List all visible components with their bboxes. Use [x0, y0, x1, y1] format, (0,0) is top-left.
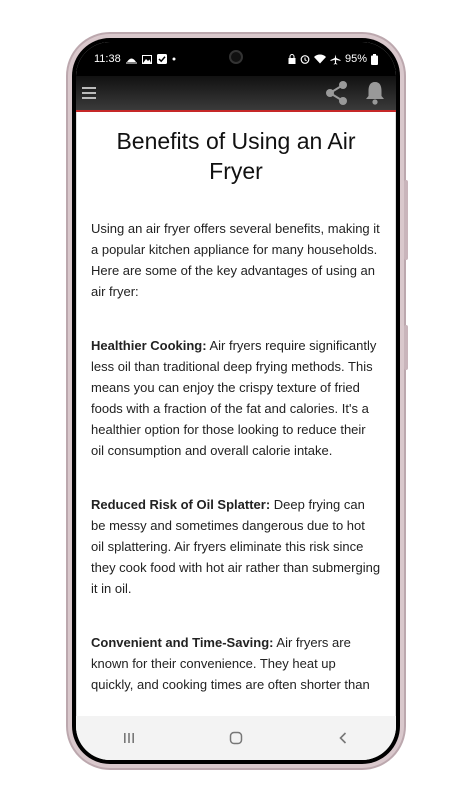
volume-button [404, 180, 408, 260]
dot-icon [172, 57, 176, 61]
share-icon[interactable] [324, 80, 350, 106]
home-icon[interactable] [229, 731, 243, 745]
section-text: Air fryers require significantly less oil than traditional deep frying methods. This means you can enjoy the crispy texture of fried foods with a fraction of the fat and calories. It's a healthier option for those looking to reduce their oil consumption and overall calorie intake. [91, 338, 377, 458]
article-title: Benefits of Using an Air Fryer [116, 128, 356, 184]
power-button [404, 325, 408, 370]
airplane-icon [330, 54, 341, 65]
gallery-icon [142, 55, 152, 64]
app-actions [324, 80, 390, 106]
lock-icon [288, 54, 296, 64]
alarm-icon [300, 54, 310, 64]
status-time: 11:38 [94, 53, 121, 65]
section-heading: Reduced Risk of Oil Splatter: [91, 497, 271, 512]
status-bar [76, 42, 396, 76]
front-camera [229, 50, 243, 64]
back-icon[interactable] [336, 731, 350, 745]
battery-percent: 95% [344, 53, 367, 65]
menu-icon[interactable] [82, 87, 96, 99]
bell-icon[interactable] [364, 80, 386, 106]
section-text: Air fryers are known for their convenience. They heat up quickly, and cooking times are often shorter than [91, 635, 370, 692]
section-text: Deep frying can be messy and sometimes dangerous due to hot oil splattering. Air fryers eliminate this risk since they cook food with hot air rather than submerging it in oil. [91, 497, 381, 596]
intro-paragraph: Using an air fryer offers several benefits, making it a popular kitchen appliance for many households. Here are some of the key advantages of using an air fryer: [91, 221, 380, 299]
weather-icon [126, 55, 137, 64]
article-content[interactable] [76, 112, 396, 716]
status-left [94, 53, 176, 65]
checkbox-icon [157, 54, 167, 64]
app-bar [76, 76, 396, 112]
section-paragraph [91, 494, 381, 599]
navigation-bar [76, 716, 396, 760]
section-heading: Convenient and Time-Saving: [91, 635, 274, 650]
section-heading: Healthier Cooking: [91, 338, 207, 353]
recent-apps-icon[interactable] [122, 731, 136, 745]
wifi-icon [314, 54, 326, 64]
section-paragraph [91, 632, 381, 695]
phone-body [72, 38, 400, 764]
screen [76, 42, 396, 760]
battery-icon [371, 54, 378, 65]
status-right [288, 53, 378, 65]
section-paragraph [91, 335, 381, 461]
